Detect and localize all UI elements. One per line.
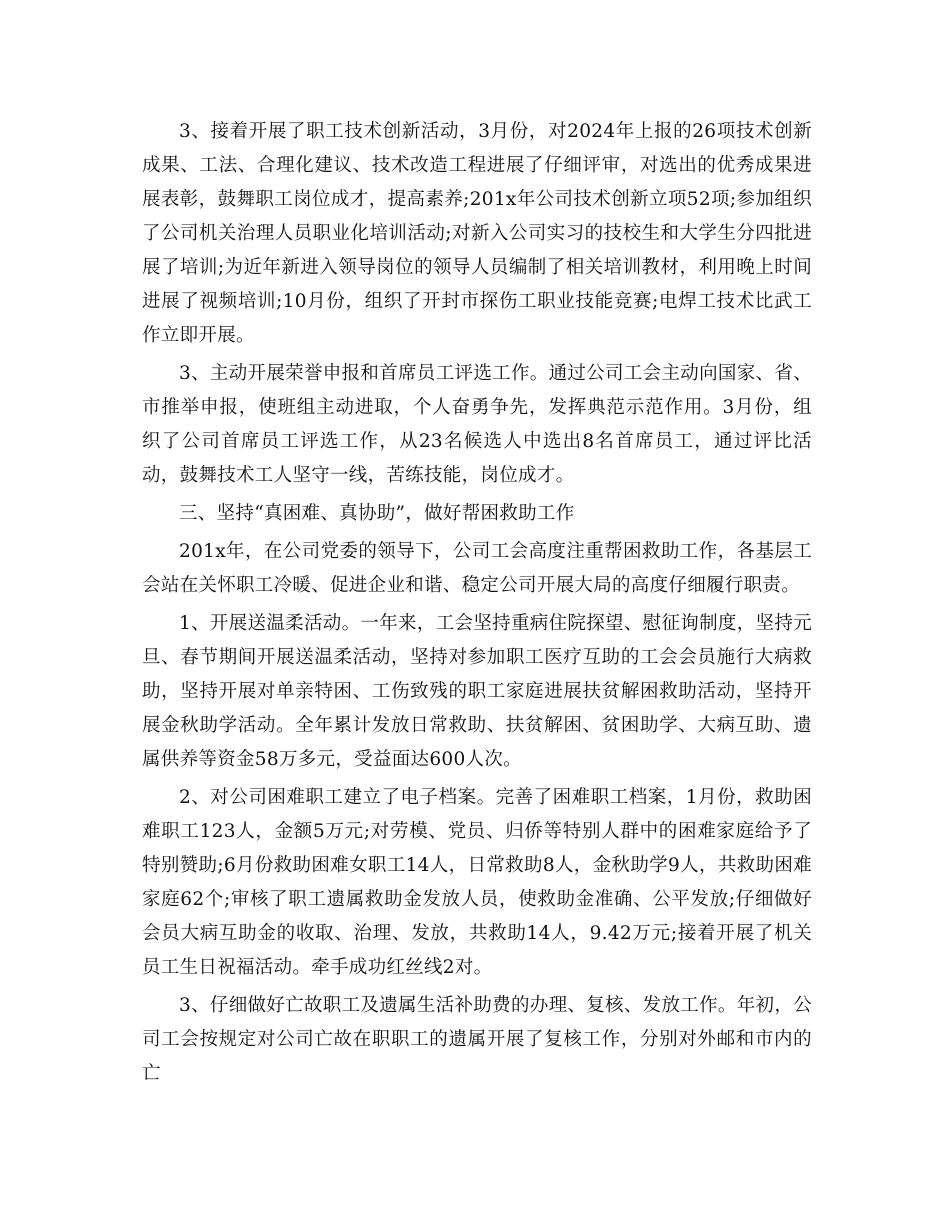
- paragraph-honor-application: 3、主动开展荣誉申报和首席员工评选工作。通过公司工会主动向国家、省、市推举申报，使班组主动进取，个人奋勇争先，发挥典范示范作用。3月份，组织了公司首席员工评选工作，从23名候选人中选出8名首席员工，通过评比活动，鼓舞技术工人坚守一线，苦练技能，岗位成才。: [142, 363, 812, 486]
- paragraph-deceased-subsidy: 3、仔细做好亡故职工及遗属生活补助费的办理、复核、发放工作。年初，公司工会按规定对公司亡故在职职工的遗属开展了复核工作，分别对外邮和市内的亡: [142, 995, 812, 1084]
- paragraph-relief-intro: 201x年，在公司党委的领导下，公司工会高度注重帮困救助工作，各基层工会站在关怀职工冷暖、促进企业和谐、稳定公司开展大局的高度仔细履行职责。: [142, 541, 812, 596]
- paragraph-warmth-activity: 1、开展送温柔活动。一年来，工会坚持重病住院探望、慰征询制度，坚持元旦、春节期间开展送温柔活动，坚持对参加职工医疗互助的工会会员施行大病救助，坚持开展对单亲特困、工伤致残的职工家庭进展扶贫解困救助活动，坚持开展金秋助学活动。全年累计发放日常救助、扶贫解困、贫困助学、大病互助、遗属供养等资金58万多元，受益面达600人次。: [142, 613, 812, 770]
- paragraph-electronic-archive: 2、对公司困难职工建立了电子档案。完善了困难职工档案，1月份，救助困难职工123人，金额5万元;对劳模、党员、归侨等特别人群中的困难家庭给予了特别赞助;6月份救助困难女职工14人，日常救助8人，金秋助学9人，共救助困难家庭62个;审核了职工遗属救助金发放人员，使救助金准确、公平发放;仔细做好会员大病互助金的收取、治理、发放，共救助14人，9.42万元;接着开展了机关员工生日祝福活动。牵手成功红丝线2对。: [142, 787, 812, 978]
- section-heading-relief: 三、坚持“真困难、真协助”，做好帮困救助工作: [179, 503, 575, 524]
- paragraph-tech-innovation: 3、接着开展了职工技术创新活动，3月份，对2024年上报的26项技术创新成果、工法、合理化建议、技术改造工程进展了仔细评审，对选出的优秀成果进展表彰，鼓舞职工岗位成才，提高素养;201x年公司技术创新立项52项;参加组织了公司机关治理人员职业化培训活动;对新入公司实习的技校生和大学生分四批进展了培训;为近年新进入领导岗位的领导人员编制了相关培训教材，利用晚上时间进展了视频培训;10月份，组织了开封市探伤工职业技能竞赛;电焊工技术比武工作立即开展。: [142, 121, 812, 346]
- document-body: [142, 115, 812, 1091]
